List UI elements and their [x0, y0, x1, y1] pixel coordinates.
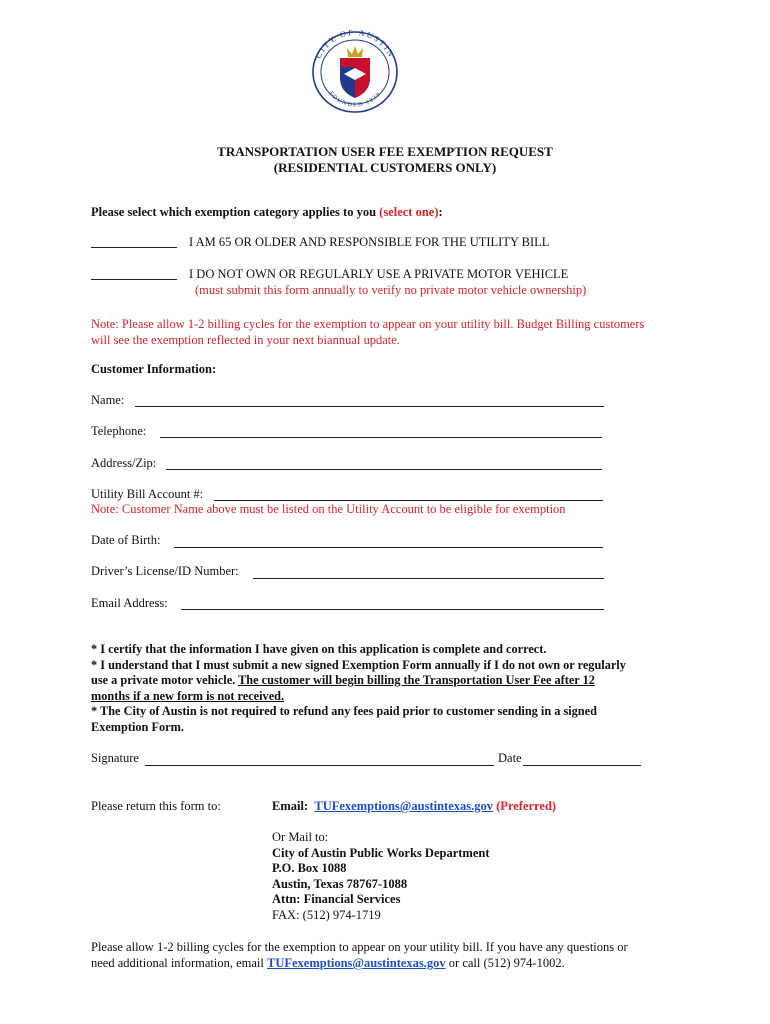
email-field[interactable]: [181, 609, 604, 610]
date-label: Date: [498, 751, 522, 765]
page-subtitle: (RESIDENTIAL CUSTOMERS ONLY): [273, 160, 497, 175]
option2-note: (must submit this form annually to verify no private motor vehicle ownership): [195, 283, 587, 297]
certification-block: * I certify that the information I have given on this application is complete and correct. * I understand that I must submit a new signed Exemption Form annually if I do not own or regularly use a private motor vehicle. The customer will begin billing the Transportation User Fee after 12 months if a new form is not received. * The City of Austin is not required to refund any fees paid prior to customer sending in a signed Exemption Form.: [91, 642, 626, 734]
option1-label: I AM 65 OR OLDER AND RESPONSIBLE FOR THE UTILITY BILL: [189, 235, 550, 249]
email-label: Email Address:: [91, 596, 168, 610]
footer-note: Please allow 1-2 billing cycles for the exemption to appear on your utility bill. If you have any questions or need additional information, email TUFexemptions@austintexas.gov or call (512) 974-1002.: [91, 940, 628, 970]
account-field[interactable]: [214, 500, 603, 501]
account-label: Utility Bill Account #:: [91, 487, 204, 501]
account-note: Note: Customer Name above must be listed on the Utility Account to be eligible for exemption: [91, 502, 566, 516]
return-email-link[interactable]: TUFexemptions@austintexas.gov: [314, 799, 494, 813]
option2-checkline[interactable]: [91, 279, 177, 280]
telephone-field[interactable]: [160, 437, 602, 438]
dob-label: Date of Birth:: [91, 533, 161, 547]
date-field[interactable]: [523, 765, 641, 766]
svg-text:FOUNDED 1839: FOUNDED 1839: [327, 90, 383, 109]
license-field[interactable]: [253, 578, 604, 579]
signature-label: Signature: [91, 751, 139, 765]
option1-checkline[interactable]: [91, 247, 177, 248]
address-label: Address/Zip:: [91, 456, 157, 470]
signature-field[interactable]: [145, 765, 494, 766]
name-label: Name:: [91, 393, 125, 407]
mail-address-block: Or Mail to: City of Austin Public Works Department P.O. Box 1088 Austin, Texas 78767-1088 Attn: Financial Services FAX: (512) 974-1719: [272, 830, 490, 922]
exemption-prompt: Please select which exemption category applies to you (select one):: [91, 205, 443, 219]
city-seal-logo: [300, 26, 410, 114]
svg-text:CITY OF AUSTIN: CITY OF AUSTIN: [313, 27, 397, 60]
billing-note: Note: Please allow 1-2 billing cycles for the exemption to appear on your utility bill. Budget Billing customers will see the exemption reflected in your next biannual update.: [91, 317, 645, 347]
return-label: Please return this form to:: [91, 799, 221, 813]
dob-field[interactable]: [174, 547, 603, 548]
license-label: Driver’s License/ID Number:: [91, 564, 239, 578]
return-email-line: Email: TUFexemptions@austintexas.gov (Preferred): [272, 799, 557, 813]
customer-info-heading: Customer Information:: [91, 362, 217, 376]
address-field[interactable]: [166, 469, 602, 470]
option2-label: I DO NOT OWN OR REGULARLY USE A PRIVATE MOTOR VEHICLE: [189, 267, 569, 281]
page-title: TRANSPORTATION USER FEE EXEMPTION REQUEST: [217, 144, 553, 159]
telephone-label: Telephone:: [91, 424, 147, 438]
name-field[interactable]: [135, 406, 604, 407]
footer-email-link[interactable]: TUFexemptions@austintexas.gov: [267, 956, 446, 970]
